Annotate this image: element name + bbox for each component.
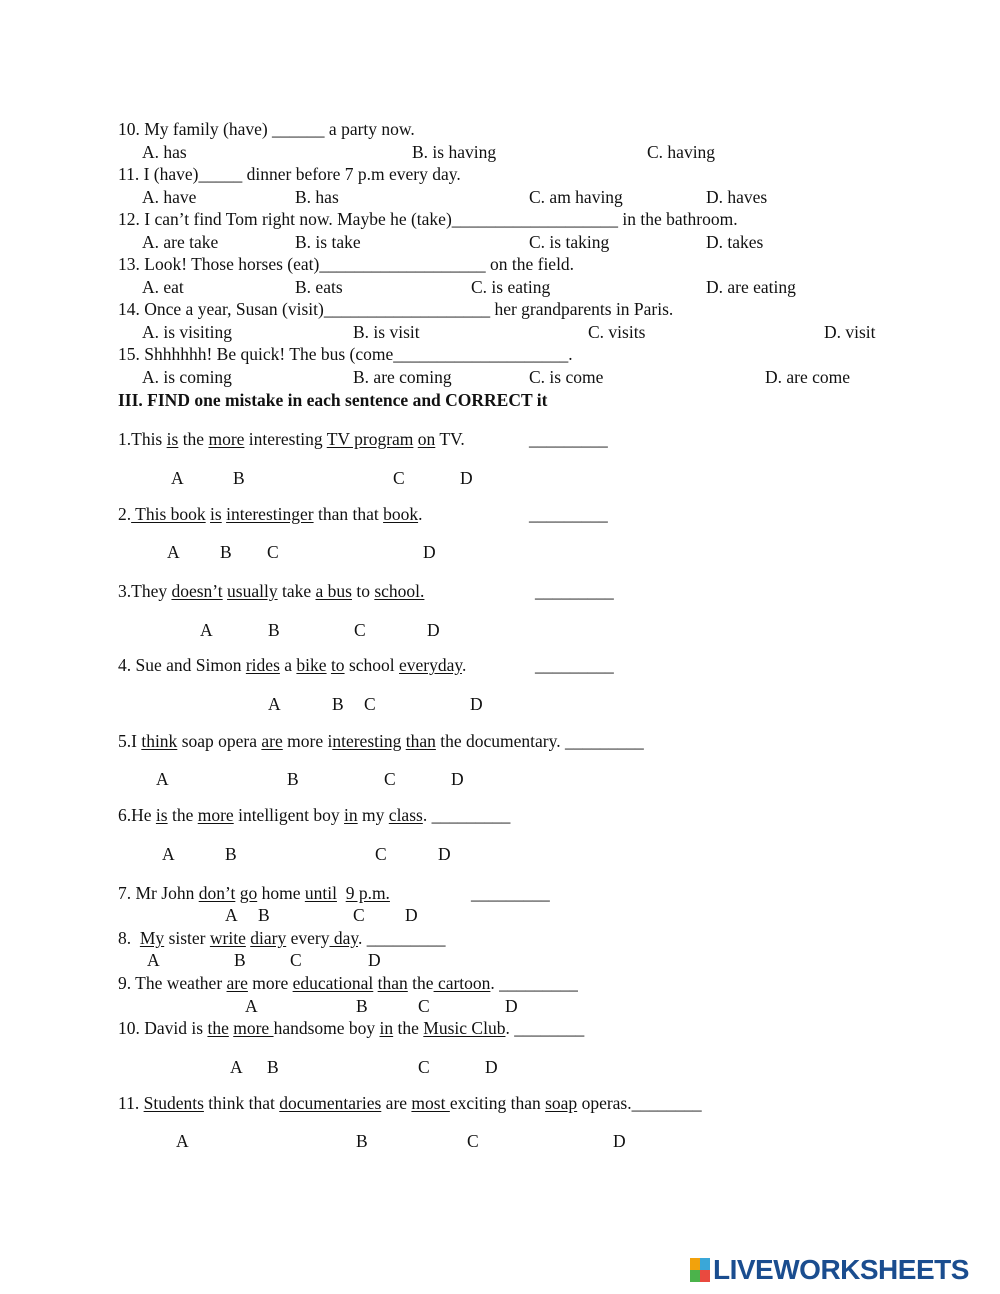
sentence-10: 10. David is the more handsome boy in the Music Club. ________ (118, 1018, 585, 1038)
q15-option-d[interactable]: D. are come (765, 367, 851, 387)
s1-label-c: C (393, 468, 405, 488)
q12-option-b[interactable]: B. is take (295, 232, 361, 252)
s1-part-a[interactable]: is (166, 429, 179, 449)
s11-part-c[interactable]: most (411, 1093, 450, 1113)
s3-part-b[interactable]: usually (227, 581, 278, 601)
s10-label-a: A (230, 1057, 243, 1077)
s7-label-b: B (258, 905, 270, 925)
s1-part-d[interactable]: on (417, 429, 436, 449)
s6-label-b: B (225, 844, 237, 864)
q10-option-b[interactable]: B. is having (412, 142, 497, 162)
s7-part-d[interactable]: 9 p.m. (345, 883, 390, 903)
s9-label-a: A (245, 996, 258, 1016)
s8-label-a: A (147, 950, 160, 970)
q15-option-b[interactable]: B. are coming (353, 367, 452, 387)
q11-option-c[interactable]: C. am having (529, 187, 623, 207)
q11-option-b[interactable]: B. has (295, 187, 339, 207)
sentence-2: 2. This book is interestinger than that book. (118, 504, 423, 524)
s11-part-a[interactable]: Students (143, 1093, 204, 1113)
s11-label-d: D (613, 1131, 626, 1151)
answer-blank-2[interactable]: _________ (529, 504, 608, 524)
s10-label-b: B (267, 1057, 279, 1077)
s6-label-c: C (375, 844, 387, 864)
answer-blank-4[interactable]: _________ (535, 655, 614, 675)
s5-label-d: D (451, 769, 464, 789)
s7-label-c: C (353, 905, 365, 925)
s9-part-a[interactable]: are (226, 973, 248, 993)
s7-label-a: A (225, 905, 238, 925)
q14-option-d[interactable]: D. visit (824, 322, 876, 342)
sentence-5: 5.I think soap opera are more interesting than the documentary. _________ (118, 731, 644, 751)
s11-label-a: A (176, 1131, 189, 1151)
s10-label-c: C (418, 1057, 430, 1077)
q12-option-a[interactable]: A. are take (142, 232, 219, 252)
answer-blank-5[interactable]: _________ (564, 731, 644, 751)
question-15-stem: 15. Shhhhhh! Be quick! The bus (come____________________. (118, 344, 573, 364)
s9-part-c[interactable]: than (377, 973, 408, 993)
s4-part-c[interactable]: to (330, 655, 345, 675)
q10-option-c[interactable]: C. having (647, 142, 716, 162)
s3-part-c[interactable]: a bus (315, 581, 352, 601)
s2-label-b: B (220, 542, 232, 562)
liveworksheets-logo (690, 1254, 990, 1286)
q15-option-a[interactable]: A. is coming (142, 367, 232, 387)
s4-label-d: D (470, 694, 483, 714)
q13-option-d[interactable]: D. are eating (706, 277, 796, 297)
sentence-4: 4. Sue and Simon rides a bike to school everyday. (118, 655, 467, 675)
q15-option-c[interactable]: C. is come (529, 367, 604, 387)
s7-part-b[interactable]: go (239, 883, 258, 903)
s5-label-b: B (287, 769, 299, 789)
s2-part-b[interactable]: is (210, 504, 222, 524)
sentence-8: 8. My sister write diary every day. _________ (118, 928, 446, 948)
q14-option-c[interactable]: C. visits (588, 322, 646, 342)
s1-label-d: D (460, 468, 473, 488)
answer-blank-11[interactable]: ________ (631, 1093, 702, 1113)
question-14-stem: 14. Once a year, Susan (visit)___________________ her grandparents in Paris. (118, 299, 674, 319)
s1-part-b[interactable]: more (208, 429, 245, 449)
answer-blank-8[interactable]: _________ (366, 928, 446, 948)
sentence-11: 11. Students think that documentaries are most exciting than soap operas.________ (118, 1093, 702, 1113)
s9-part-b[interactable]: educational (292, 973, 374, 993)
s5-part-d[interactable]: than (405, 731, 436, 751)
s2-label-c: C (267, 542, 279, 562)
logo-square-2 (700, 1258, 710, 1270)
sentence-6: 6.He is the more intelligent boy in my class. _________ (118, 805, 511, 825)
logo-mark-icon (690, 1258, 710, 1282)
s4-label-b: B (332, 694, 344, 714)
s8-part-c[interactable]: diary (250, 928, 287, 948)
s5-part-c[interactable]: nteresting (332, 731, 402, 751)
s5-part-a[interactable]: think (141, 731, 178, 751)
question-11-stem: 11. I (have)_____ dinner before 7 p.m every day. (118, 164, 461, 184)
question-13-stem: 13. Look! Those horses (eat)___________________ on the field. (118, 254, 575, 274)
logo-square-4 (700, 1270, 710, 1282)
sentence-9: 9. The weather are more educational than the cartoon. _________ (118, 973, 578, 993)
s3-label-d: D (427, 620, 440, 640)
s7-part-c[interactable]: until (304, 883, 337, 903)
q14-option-b[interactable]: B. is visit (353, 322, 420, 342)
s10-part-b[interactable]: more (233, 1018, 274, 1038)
s3-label-a: A (200, 620, 213, 640)
question-12-stem: 12. I can’t find Tom right now. Maybe he (take)___________________ in the bathroom. (118, 209, 738, 229)
s6-part-d[interactable]: class (388, 805, 423, 825)
s9-label-b: B (356, 996, 368, 1016)
answer-blank-9[interactable]: _________ (499, 973, 578, 993)
section-heading: III. FIND one mistake in each sentence and CORRECT it (118, 390, 548, 410)
s9-part-d[interactable]: cartoon (433, 973, 491, 993)
s8-part-d[interactable]: day (329, 928, 358, 948)
answer-blank-10[interactable]: ________ (514, 1018, 585, 1038)
s2-part-d[interactable]: book (383, 504, 419, 524)
s1-label-b: B (233, 468, 245, 488)
answer-blank-1[interactable]: _________ (529, 429, 608, 449)
q11-option-d[interactable]: D. haves (706, 187, 768, 207)
s8-part-b[interactable]: write (209, 928, 246, 948)
q13-option-a[interactable]: A. eat (142, 277, 184, 297)
s2-part-c[interactable]: interestinger (226, 504, 314, 524)
s2-label-a: A (167, 542, 180, 562)
sentence-7: 7. Mr John don’t go home until 9 p.m. (118, 883, 390, 903)
s6-part-c[interactable]: in (344, 805, 358, 825)
s7-label-d: D (405, 905, 418, 925)
s4-part-b[interactable]: bike (296, 655, 327, 675)
s9-label-d: D (505, 996, 518, 1016)
s10-part-c[interactable]: in (379, 1018, 394, 1038)
s10-part-a[interactable]: the (207, 1018, 229, 1038)
sentence-1: 1.This is the more interesting TV program on TV. (118, 429, 465, 449)
s9-label-c: C (418, 996, 430, 1016)
s4-label-a: A (268, 694, 281, 714)
q11-option-a[interactable]: A. have (142, 187, 197, 207)
s11-part-d[interactable]: soap (545, 1093, 578, 1113)
q12-option-d[interactable]: D. takes (706, 232, 764, 252)
s2-part-a[interactable]: This book (131, 504, 206, 524)
s8-part-a[interactable]: My (139, 928, 165, 948)
s3-part-d[interactable]: school. (374, 581, 425, 601)
logo-square-1 (690, 1258, 700, 1270)
s4-label-c: C (364, 694, 376, 714)
answer-blank-7[interactable]: _________ (471, 883, 550, 903)
s11-label-c: C (467, 1131, 479, 1151)
s8-label-b: B (234, 950, 246, 970)
s8-label-d: D (368, 950, 381, 970)
s6-part-b[interactable]: more (197, 805, 234, 825)
q12-option-c[interactable]: C. is taking (529, 232, 610, 252)
s7-part-a[interactable]: don’t (198, 883, 236, 903)
s5-label-c: C (384, 769, 396, 789)
s6-label-d: D (438, 844, 451, 864)
s5-part-b[interactable]: are (261, 731, 283, 751)
s11-part-b[interactable]: documentaries (279, 1093, 382, 1113)
s5-label-a: A (156, 769, 169, 789)
s4-part-d[interactable]: everyday (399, 655, 463, 675)
q13-option-c[interactable]: C. is eating (471, 277, 551, 297)
s10-label-d: D (485, 1057, 498, 1077)
s3-label-b: B (268, 620, 280, 640)
s11-label-b: B (356, 1131, 368, 1151)
s3-part-a[interactable]: doesn’t (171, 581, 223, 601)
s1-label-a: A (171, 468, 184, 488)
s3-label-c: C (354, 620, 366, 640)
s4-part-a[interactable]: rides (245, 655, 280, 675)
question-10-stem: 10. My family (have) ______ a party now. (118, 119, 415, 139)
s2-label-d: D (423, 542, 436, 562)
s10-part-d[interactable]: Music Club (423, 1018, 506, 1038)
sentence-3: 3.They doesn’t usually take a bus to school. (118, 581, 425, 601)
s8-label-c: C (290, 950, 302, 970)
s6-part-a[interactable]: is (155, 805, 168, 825)
answer-blank-3[interactable]: _________ (535, 581, 614, 601)
logo-square-3 (690, 1270, 700, 1282)
s6-label-a: A (162, 844, 175, 864)
answer-blank-6[interactable]: _________ (431, 805, 511, 825)
s1-part-c[interactable]: TV program (326, 429, 414, 449)
logo-text: LIVEWORKSHEETS (713, 1254, 969, 1285)
q10-option-a[interactable]: A. has (142, 142, 187, 162)
q14-option-a[interactable]: A. is visiting (142, 322, 232, 342)
q13-option-b[interactable]: B. eats (295, 277, 343, 297)
